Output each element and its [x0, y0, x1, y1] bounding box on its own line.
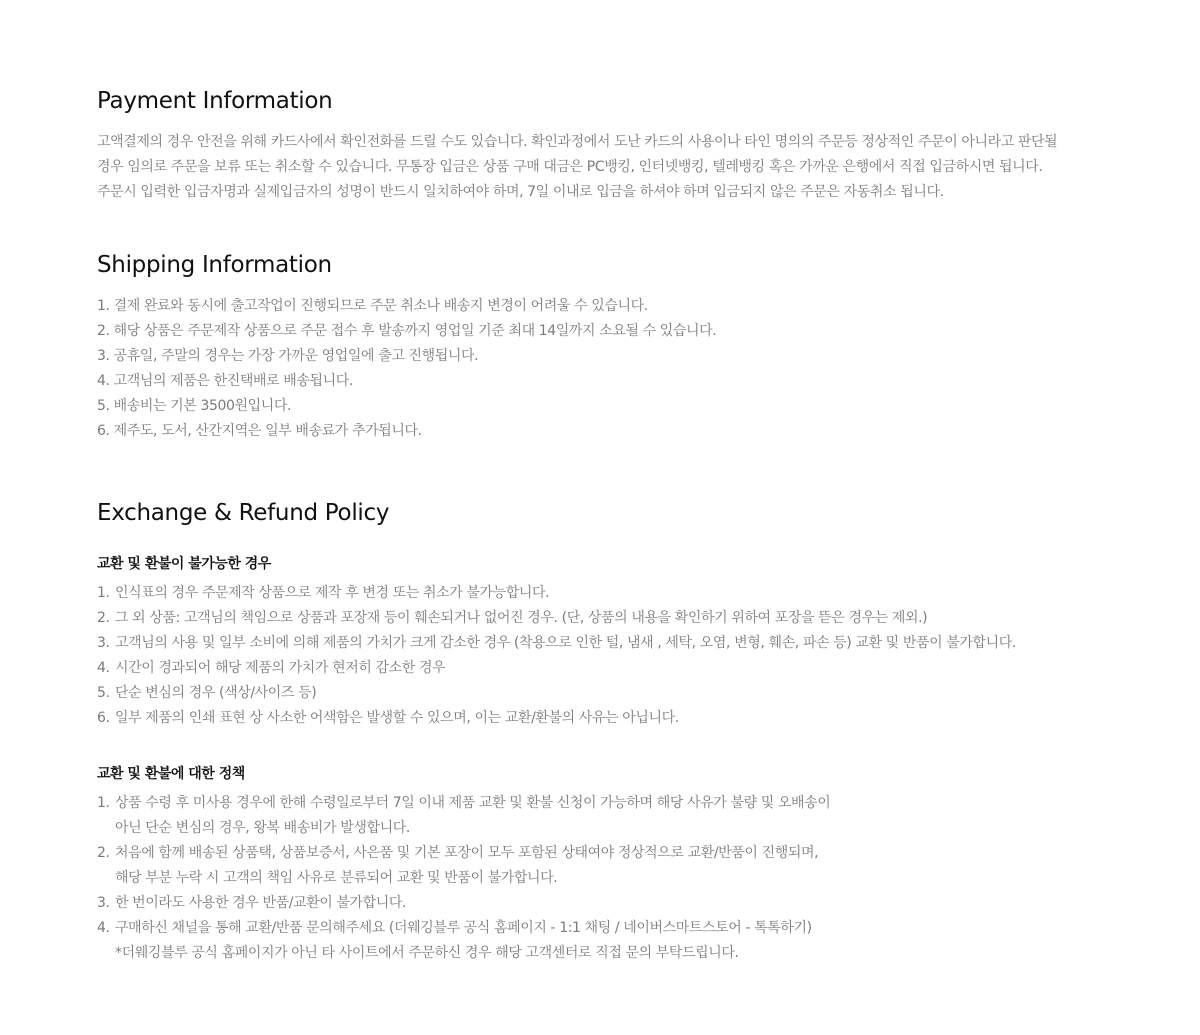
shipping-item: 3. 공휴일, 주말의 경우는 가장 가까운 영업일에 출고 진행됩니다.	[97, 348, 479, 364]
item-text: 고객님의 사용 및 일부 소비에 의해 제품의 가치가 크게 감소한 경우 (착용으로 인한 털, 냄새 , 세탁, 오염, 변형, 훼손, 파손 등) 교환 및 반품이 불가합니다.	[115, 635, 1016, 651]
payment-text	[97, 130, 1107, 205]
item-text: 인식표의 경우 주문제작 상품으로 제작 후 변경 또는 취소가 불가능합니다.	[115, 585, 550, 601]
item-text-line: 구매하신 채널을 통해 교환/반품 문의해주세요 (더웨깅블루 공식 홈페이지 - 1:1 채팅 / 네이버스마트스토어 - 톡톡하기)	[115, 920, 812, 936]
policy-item	[97, 916, 830, 966]
policy-item	[97, 891, 830, 916]
not-possible-heading: 교환 및 환불이 불가능한 경우	[97, 556, 271, 572]
item-text-line: 아닌 단순 변심의 경우, 왕복 배송비가 발생합니다.	[115, 820, 410, 836]
payment-text-line: 고액결제의 경우 안전을 위해 카드사에서 확인전화를 드릴 수도 있습니다. 확인과정에서 도난 카드의 사용이나 타인 명의의 주문등 정상적인 주문이 아니라고 판단될	[97, 134, 1058, 150]
policy-list	[97, 791, 830, 966]
item-text-line: 처음에 함께 배송된 상품택, 상품보증서, 사은품 및 기본 포장이 모두 포함된 상태여야 정상적으로 교환/반품이 진행되며,	[115, 845, 819, 861]
item-text: 단순 변심의 경우 (색상/사이즈 등)	[115, 685, 317, 701]
item-number: 4.	[97, 660, 110, 676]
item-text: 일부 제품의 인쇄 표현 상 사소한 어색함은 발생할 수 있으며, 이는 교환/환불의 사유는 아닙니다.	[115, 710, 679, 726]
item-text-line: *더웨깅블루 공식 홈페이지가 아닌 타 사이트에서 주문하신 경우 해당 고객센터로 직접 문의 부탁드립니다.	[115, 945, 739, 961]
item-number: 1.	[97, 585, 110, 601]
not-possible-list	[97, 581, 1016, 731]
not-possible-item	[97, 681, 1016, 706]
item-number: 5.	[97, 685, 110, 701]
item-text: 시간이 경과되어 해당 제품의 가치가 현저히 감소한 경우	[115, 660, 446, 676]
policy-item	[97, 791, 830, 841]
shipping-item: 5. 배송비는 기본 3500원입니다.	[97, 398, 292, 414]
not-possible-item	[97, 631, 1016, 656]
item-number: 2.	[97, 845, 110, 861]
item-number: 3.	[97, 895, 110, 911]
payment-text-line: 경우 임의로 주문을 보류 또는 취소할 수 있습니다. 무통장 입금은 상품 구매 대금은 PC뱅킹, 인터넷뱅킹, 텔레뱅킹 혹은 가까운 은행에서 직접 입금하시면 됩니다.	[97, 159, 1043, 175]
not-possible-item	[97, 606, 1016, 631]
shipping-item: 2. 해당 상품은 주문제작 상품으로 주문 접수 후 발송까지 영업일 기준 최대 14일까지 소요될 수 있습니다.	[97, 323, 717, 339]
exchange-title: Exchange & Refund Policy	[97, 500, 390, 526]
shipping-item: 4. 고객님의 제품은 한진택배로 배송됩니다.	[97, 373, 353, 389]
policy-heading: 교환 및 환불에 대한 정책	[97, 766, 245, 782]
item-number: 4.	[97, 920, 110, 936]
not-possible-item	[97, 656, 1016, 681]
not-possible-item	[97, 706, 1016, 731]
payment-title: Payment Information	[97, 88, 333, 114]
payment-text-line: 주문시 입력한 입금자명과 실제입금자의 성명이 반드시 일치하여야 하며, 7일 이내로 입금을 하셔야 하며 입금되지 않은 주문은 자동취소 됩니다.	[97, 184, 944, 200]
item-text-line: 상품 수령 후 미사용 경우에 한해 수령일로부터 7일 이내 제품 교환 및 환불 신청이 가능하며 해당 사유가 불량 및 오배송이	[115, 795, 831, 811]
item-number: 6.	[97, 710, 110, 726]
shipping-title: Shipping Information	[97, 252, 332, 278]
shipping-item: 1. 결제 완료와 동시에 출고작업이 진행되므로 주문 취소나 배송지 변경이 어려울 수 있습니다.	[97, 298, 648, 314]
item-text-line: 한 번이라도 사용한 경우 반품/교환이 불가합니다.	[115, 895, 407, 911]
item-number: 2.	[97, 610, 110, 626]
policy-item	[97, 841, 830, 891]
item-text-line: 해당 부분 누락 시 고객의 책임 사유로 분류되어 교환 및 반품이 불가합니다.	[115, 870, 558, 886]
shipping-item: 6. 제주도, 도서, 산간지역은 일부 배송료가 추가됩니다.	[97, 423, 422, 439]
item-text: 그 외 상품: 고객님의 책임으로 상품과 포장재 등이 훼손되거나 없어진 경우. (단, 상품의 내용을 확인하기 위하여 포장을 뜯은 경우는 제외.)	[115, 610, 928, 626]
item-number: 3.	[97, 635, 110, 651]
shipping-list	[97, 294, 716, 444]
not-possible-item	[97, 581, 1016, 606]
item-number: 1.	[97, 795, 110, 811]
